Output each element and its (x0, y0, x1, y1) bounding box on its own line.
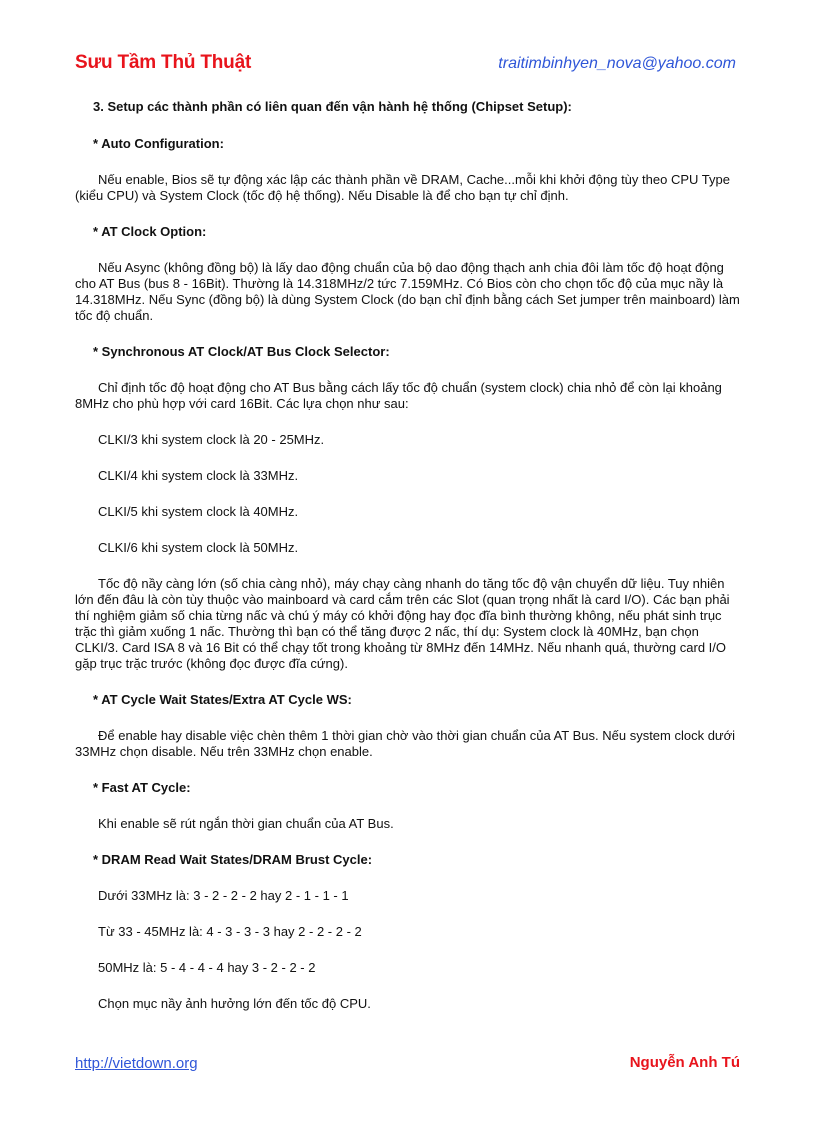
header-email: traitimbinhyen_nova@yahoo.com (498, 55, 736, 72)
sync-clock-note: Tốc độ nầy càng lớn (số chia càng nhỏ), máy chạy càng nhanh do tăng tốc độ vận chuyển dữ liệu. Tuy nhiên lớn đến đâu là còn tùy thuộc vào mainboard và card cắm trên các Slot (quan trọng nhất là card I/O). Các bạn phải thí nghiệm giảm số chia từng nấc và chú ý máy có khởi động hay đọc đĩa bình thường không, nếu phát sinh trục trặc thì giảm xuống 1 nấc. Thường thì bạn có thể tăng được 2 nấc, thí dụ: System clock là 40MHz, bạn chọn CLKI/3. Card ISA 8 và 16 Bit có thể chạy tốt trong khoảng từ 8MHz đến 14MHz. Nếu nhanh quá, thường card I/O gặp trục trặc trước (không đọc được đĩa cứng). (75, 576, 730, 671)
section-title: 3. Setup các thành phần có liên quan đến vận hành hệ thống (Chipset Setup): (93, 99, 572, 114)
header-title: Sưu Tầm Thủ Thuật (75, 52, 252, 73)
sync-clock-heading: * Synchronous AT Clock/AT Bus Clock Selector: (93, 344, 390, 359)
at-clock-text: Nếu Async (không đồng bộ) là lấy dao động chuẩn của bộ dao động thạch anh chia đôi làm tốc độ hoạt động cho AT Bus (bus 8 - 16Bit). Thường là 14.318MHz/2 tức 7.159MHz. Có Bios còn cho chọn tốc độ của mục nầy là 14.318MHz. Nếu Sync (đồng bộ) là dùng System Clock (do bạn chỉ định bằng cách Set jumper trên mainboard) làm tốc độ chuẩn. (75, 260, 740, 323)
fast-at-text: Khi enable sẽ rút ngắn thời gian chuẩn của AT Bus. (98, 816, 394, 831)
footer-link[interactable]: http://vietdown.org (75, 1055, 198, 1072)
clock-option: CLKI/3 khi system clock là 20 - 25MHz. (98, 432, 325, 447)
at-cycle-heading: * AT Cycle Wait States/Extra AT Cycle WS: (93, 692, 352, 707)
fast-at-heading: * Fast AT Cycle: (93, 780, 191, 795)
clock-option: CLKI/4 khi system clock là 33MHz. (98, 468, 299, 483)
clock-option: CLKI/5 khi system clock là 40MHz. (98, 504, 299, 519)
auto-config-text: Nếu enable, Bios sẽ tự động xác lập các thành phần về DRAM, Cache...mỗi khi khởi động tùy theo CPU Type (kiểu CPU) và System Clock (tốc độ hệ thống). Nếu Disable là để cho bạn tự chỉ định. (75, 172, 730, 203)
auto-config-heading: * Auto Configuration: (93, 136, 224, 151)
dram-option: Chọn mục nầy ảnh hưởng lớn đến tốc độ CPU. (98, 996, 371, 1011)
dram-option: Dưới 33MHz là: 3 - 2 - 2 - 2 hay 2 - 1 - 1 - 1 (98, 888, 349, 903)
footer-author: Nguyễn Anh Tú (629, 1054, 740, 1071)
dram-heading: * DRAM Read Wait States/DRAM Brust Cycle: (93, 852, 373, 867)
document-body (75, 99, 741, 1012)
at-cycle-text: Để enable hay disable việc chèn thêm 1 thời gian chờ vào thời gian chuẩn của AT Bus. Nếu system clock dưới 33MHz chọn disable. Nếu trên 33MHz chọn enable. (75, 728, 736, 759)
at-clock-heading: * AT Clock Option: (93, 224, 207, 239)
dram-option: Từ 33 - 45MHz là: 4 - 3 - 3 - 3 hay 2 - 2 - 2 - 2 (98, 924, 362, 939)
dram-option: 50MHz là: 5 - 4 - 4 - 4 hay 3 - 2 - 2 - 2 (98, 960, 316, 975)
clock-option: CLKI/6 khi system clock là 50MHz. (98, 540, 299, 555)
sync-clock-text: Chỉ định tốc độ hoạt động cho AT Bus bằng cách lấy tốc độ chuẩn (system clock) chia nhỏ để còn lại khoảng 8MHz cho phù hợp với card 16Bit. Các lựa chọn như sau: (75, 380, 722, 411)
